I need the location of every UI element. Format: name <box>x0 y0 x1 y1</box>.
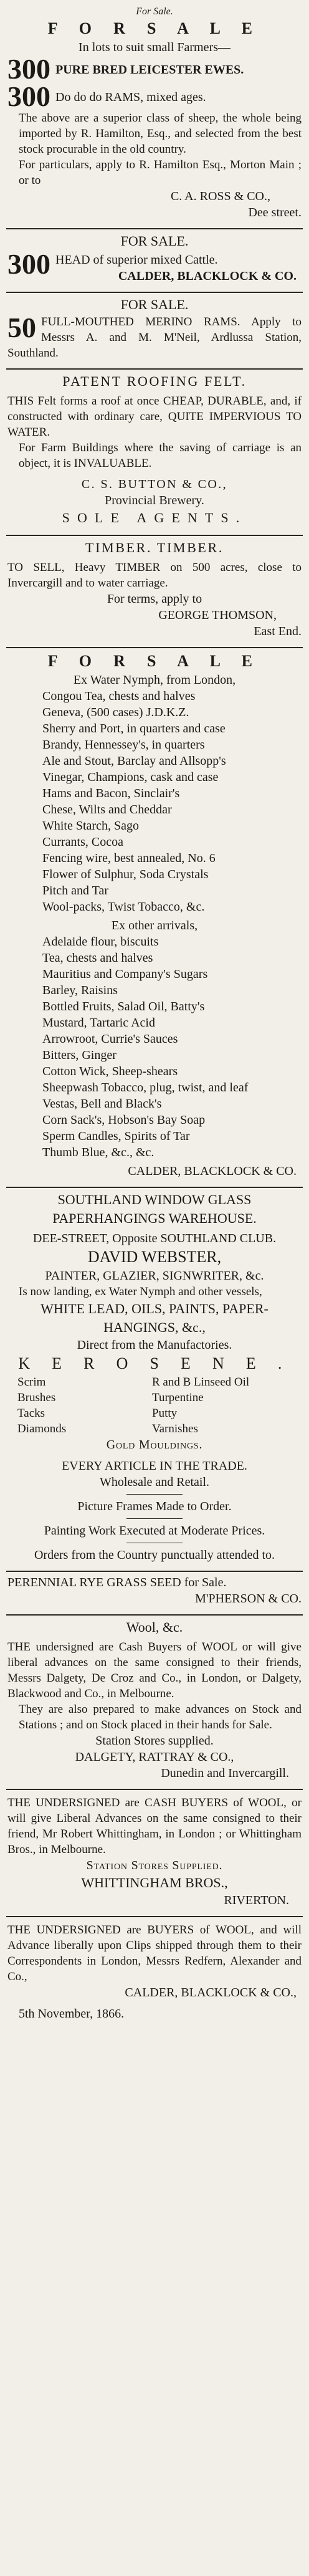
goods-list-item: Currants, Cocoa <box>42 835 123 849</box>
ad-signature: WHITTINGHAM BROS., <box>81 1875 228 1890</box>
ad-body: The above are a superior class of sheep, the whole being imported by R. Hamilton, Esq., and selected from the best stock procurable in the old country. <box>19 112 302 156</box>
lot-text: HEAD of superior mixed Cattle. <box>55 253 218 267</box>
goods-row <box>7 1390 302 1405</box>
ad-signature-address: Provincial Brewery. <box>105 494 204 507</box>
ad-signature-role: SOLE AGENTS. <box>62 510 247 525</box>
lot-number: 300 <box>7 248 50 280</box>
ad-intro: Ex Water Nymph, from London, <box>73 673 236 687</box>
lot-line <box>7 314 302 361</box>
ad-signature: C. A. ROSS & CO., <box>170 189 270 203</box>
ad-body: For terms, apply to <box>107 592 202 606</box>
ad-signature-address: RIVERTON. <box>224 1894 289 1907</box>
ad-title: F O R S A L E <box>47 652 262 670</box>
goods-list-item: Corn Sack's, Hobson's Bay Soap <box>42 1113 206 1127</box>
goods-list-item: Wool-packs, Twist Tobacco, &c. <box>42 900 205 914</box>
ad-roofing-felt <box>6 370 303 536</box>
ad-signature: CALDER, BLACKLOCK & CO., <box>125 1986 297 1999</box>
goods-columns <box>7 1374 302 1437</box>
goods-list-item: Flower of Sulphur, Soda Crystals <box>42 868 209 881</box>
goods-row <box>7 1421 302 1437</box>
ad-body: TO SELL, Heavy TIMBER on 500 acres, close to Invercargill and to water carriage. <box>7 561 302 590</box>
ad-window-glass <box>6 1188 303 1572</box>
ad-gold-mouldings: Gold Mouldings. <box>106 1438 203 1452</box>
goods-right-item: Putty <box>152 1407 178 1420</box>
ad-leicester-ewes <box>6 2 303 229</box>
ad-body: WHITE LEAD, OILS, PAINTS, PAPER-HANGINGS, &c., <box>40 1301 269 1335</box>
goods-list-item: Pitch and Tar <box>42 884 108 898</box>
goods-left-item: Tacks <box>17 1407 45 1420</box>
ad-body: For Farm Buildings where the saving of carriage is an object, it is INVALUABLE. <box>19 441 302 470</box>
goods-left-item: Scrim <box>17 1376 46 1389</box>
goods-list-item: Barley, Raisins <box>42 984 118 997</box>
ad-station-stores: Station Stores Supplied. <box>86 1859 223 1872</box>
ad-body: THE UNDERSIGNED are BUYERS of WOOL, and will Advance liberally upon Clips shipped through them to their Correspondents in London, Messrs Redfern, Alexander and Co., <box>7 1923 302 1983</box>
goods-list-item: Mustard, Tartaric Acid <box>42 1016 155 1030</box>
goods-left-item: Brushes <box>17 1391 56 1404</box>
lot-line <box>7 55 302 83</box>
newspaper-column <box>6 0 303 2029</box>
goods-list-item: Sheepwash Tobacco, plug, twist, and leaf <box>42 1081 249 1094</box>
goods-right-item: Turpentine <box>152 1391 204 1404</box>
goods-list <box>7 934 302 1161</box>
goods-list-item: Bottled Fruits, Salad Oil, Batty's <box>42 1000 205 1013</box>
goods-list-item: Fencing wire, best annealed, No. 6 <box>42 851 216 865</box>
ad-body: For particulars, apply to R. Hamilton Esq., Morton Main ; or to <box>19 158 302 187</box>
ad-date: 5th November, 1866. <box>19 2007 125 2021</box>
ad-body: Station Stores supplied. <box>95 1734 214 1748</box>
ad-signature: M'PHERSON & CO. <box>195 1592 302 1606</box>
goods-list-item: Sperm Candles, Spirits of Tar <box>42 1129 190 1143</box>
ad-every-article: EVERY ARTICLE IN THE TRADE. <box>62 1459 247 1473</box>
ad-signature: CALDER, BLACKLOCK & CO. <box>128 1164 297 1178</box>
goods-list-item: Adelaide flour, biscuits <box>42 935 159 949</box>
goods-list-item: White Starch, Sago <box>42 819 139 833</box>
lot-text: PURE BRED LEICESTER EWES. <box>55 63 244 77</box>
goods-left-item: Diamonds <box>17 1422 67 1435</box>
goods-list-item: Thumb Blue, &c., &c. <box>42 1146 154 1159</box>
goods-list-item: Ale and Stout, Barclay and Allsopp's <box>42 754 226 768</box>
ad-frames: Picture Frames Made to Order. <box>77 1500 232 1513</box>
ad-general-goods <box>6 648 303 1188</box>
goods-list-item: Cotton Wick, Sheep-shears <box>42 1065 178 1078</box>
goods-list-item: Sherry and Port, in quarters and case <box>42 722 226 735</box>
ad-body: Is now landing, ex Water Nymph and other vessels, <box>19 1285 262 1298</box>
lot-number: 50 <box>7 312 36 343</box>
ad-wool-whittingham <box>6 1790 303 1917</box>
ad-address: DEE-STREET, Opposite SOUTHLAND CLUB. <box>32 1232 277 1245</box>
ad-subtitle: In lots to suit small Farmers— <box>78 41 231 54</box>
ad-title: Wool, &c. <box>126 1619 183 1635</box>
ad-wool-calder <box>6 1917 303 2029</box>
ad-body: THE undersigned are Cash Buyers of WOOL or will give liberal advances on the same consigned to their friends, Messrs Dalgety, De Croz and Co., in London, or Dalgety, Blackwood and Co., in Melbourne. <box>7 1640 302 1700</box>
lot-number: 300 <box>7 80 50 112</box>
ad-signature-address: Dee street. <box>248 206 302 219</box>
section-header: For Sale. <box>136 6 173 17</box>
ad-body: PERENNIAL RYE GRASS SEED for Sale. <box>7 1576 227 1589</box>
goods-row <box>7 1405 302 1421</box>
ad-signature-address: East End. <box>254 625 302 638</box>
ad-wool-dalgety <box>6 1616 303 1790</box>
goods-list-item: Vinegar, Champions, cask and case <box>42 770 219 784</box>
ad-orders: Orders from the Country punctually attended to. <box>34 1548 275 1562</box>
goods-right-item: Varnishes <box>152 1422 198 1435</box>
ad-name: DAVID WEBSTER, <box>87 1248 222 1266</box>
goods-list-item: Vestas, Bell and Black's <box>42 1097 162 1111</box>
ad-body: Direct from the Manufactories. <box>77 1338 232 1352</box>
ad-painting: Painting Work Executed at Moderate Prices. <box>44 1524 265 1538</box>
ad-title: F O R S A L E <box>47 19 262 37</box>
ad-signature-address: Dunedin and Invercargill. <box>161 1766 289 1780</box>
ad-signature: GEORGE THOMSON, <box>158 608 277 622</box>
lot-line <box>7 80 302 112</box>
goods-list <box>7 688 302 915</box>
ad-body: They are also prepared to make advances on Stock and Stations ; and on Stock placed in their hands for Sale. <box>19 1703 302 1731</box>
lot-number: 300 <box>7 53 50 85</box>
goods-list-item: Geneva, (500 cases) J.D.K.Z. <box>42 706 189 719</box>
ad-title: TIMBER. TIMBER. <box>85 540 224 555</box>
goods-list-item: Mauritius and Company's Sugars <box>42 967 208 981</box>
ad-merino-rams <box>6 293 303 370</box>
ad-signature: CALDER, BLACKLOCK & CO. <box>118 269 297 283</box>
goods-list-item: Congou Tea, chests and halves <box>42 689 196 703</box>
ad-title: FOR SALE. <box>120 297 189 312</box>
ad-wholesale: Wholesale and Retail. <box>99 1475 210 1489</box>
ad-title: PATENT ROOFING FELT. <box>62 373 247 389</box>
lot-text: Do do do RAMS, mixed ages. <box>55 90 206 104</box>
goods-list-item: Hams and Bacon, Sinclair's <box>42 787 180 800</box>
goods-list-item: Bitters, Ginger <box>42 1048 116 1062</box>
ad-mixed-cattle <box>6 229 303 293</box>
ad-intro: Ex other arrivals, <box>111 919 198 932</box>
lot-line <box>7 248 302 284</box>
lot-text: FULL-MOUTHED MERINO RAMS. Apply to Messrs A. and M. M'Neil, Ardlussa Station, Southland. <box>7 315 302 360</box>
goods-list-item: Arrowroot, Currie's Sauces <box>42 1032 178 1046</box>
ad-title: PAPERHANGINGS WAREHOUSE. <box>52 1210 257 1226</box>
ad-signature: C. S. BUTTON & CO., <box>81 477 228 491</box>
ad-signature: DALGETY, RATTRAY & CO., <box>75 1750 234 1764</box>
ad-body: THE UNDERSIGNED are CASH BUYERS of WOOL, or will give Liberal Advances on the same consigned to their friend, Mr Robert Whittingham, in London ; or Whittingham Bros., in Melbourne. <box>7 1796 302 1856</box>
goods-list-item: Brandy, Hennessey's, in quarters <box>42 738 205 752</box>
ad-kerosene: K E R O S E N E . <box>18 1354 291 1372</box>
ad-timber <box>6 536 303 648</box>
goods-row <box>7 1374 302 1390</box>
goods-list-item: Tea, chests and halves <box>42 951 153 965</box>
goods-right-item: R and B Linseed Oil <box>152 1376 250 1389</box>
ad-title: SOUTHLAND WINDOW GLASS <box>57 1192 252 1207</box>
ad-title: FOR SALE. <box>120 233 189 249</box>
ad-rye-grass <box>6 1572 303 1616</box>
goods-list-item: Chese, Wilts and Cheddar <box>42 803 172 816</box>
ad-body: THIS Felt forms a roof at once CHEAP, DURABLE, and, if constructed with ordinary care, QUITE IMPERVIOUS TO WATER. <box>7 395 302 439</box>
ad-trade: PAINTER, GLAZIER, SIGNWRITER, &c. <box>45 1269 264 1283</box>
